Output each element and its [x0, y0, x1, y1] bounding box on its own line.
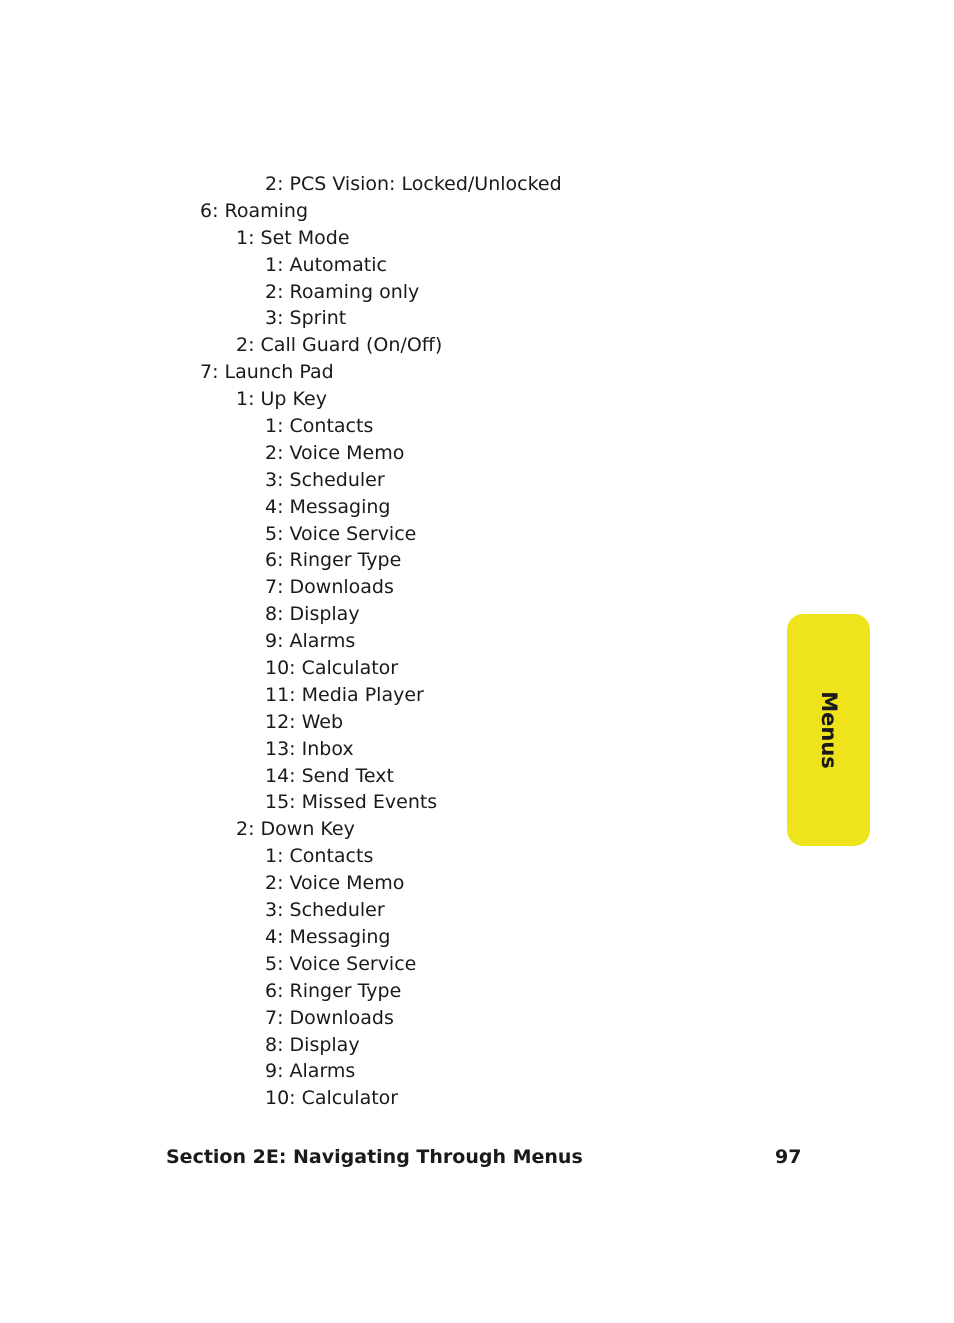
menu-item: 5: Voice Service [265, 522, 417, 545]
section-tab-label: Menus [816, 691, 841, 769]
menu-item: 2: Call Guard (On/Off) [236, 334, 443, 357]
menu-item: 6: Roaming [200, 199, 309, 222]
menu-item: 3: Sprint [265, 307, 347, 330]
menu-item: 2: Voice Memo [265, 441, 405, 464]
menu-item: 1: Set Mode [236, 226, 350, 249]
menu-item: 12: Web [265, 710, 344, 733]
menu-item: 2: Voice Memo [265, 872, 405, 895]
menu-item: 4: Messaging [265, 495, 391, 518]
menu-item: 4: Messaging [265, 925, 391, 948]
menu-item: 1: Contacts [265, 845, 374, 868]
menu-item: 11: Media Player [265, 683, 424, 706]
menu-item: 1: Contacts [265, 415, 374, 438]
menu-tree [0, 169, 562, 1110]
menu-item: 8: Display [265, 603, 360, 626]
menu-item: 13: Inbox [265, 737, 354, 760]
page-number: 97 [775, 1146, 802, 1168]
menu-item: 9: Alarms [265, 1060, 356, 1083]
menu-item: 7: Launch Pad [200, 361, 334, 384]
menu-item: 8: Display [265, 1033, 360, 1056]
menu-item: 7: Downloads [265, 576, 394, 599]
menu-item: 6: Ringer Type [265, 979, 402, 1002]
footer-section-title: Section 2E: Navigating Through Menus [166, 1146, 583, 1168]
menu-item: 2: Roaming only [265, 280, 420, 303]
menu-item: 15: Missed Events [265, 791, 438, 814]
menu-item: 1: Automatic [265, 253, 387, 276]
menu-item: 3: Scheduler [265, 468, 385, 491]
section-tab [787, 614, 870, 846]
menu-item: 6: Ringer Type [265, 549, 402, 572]
menu-item: 2: Down Key [236, 818, 355, 841]
menu-item: 5: Voice Service [265, 952, 417, 975]
menu-item: 2: PCS Vision: Locked/Unlocked [265, 173, 562, 195]
menu-item: 1: Up Key [236, 388, 327, 411]
menu-item: 3: Scheduler [265, 899, 385, 922]
menu-item: 10: Calculator [265, 1087, 399, 1110]
menu-item: 7: Downloads [265, 1006, 394, 1029]
menu-item: 9: Alarms [265, 630, 356, 653]
menu-item: 14: Send Text [265, 764, 394, 787]
menu-item: 10: Calculator [265, 657, 399, 680]
